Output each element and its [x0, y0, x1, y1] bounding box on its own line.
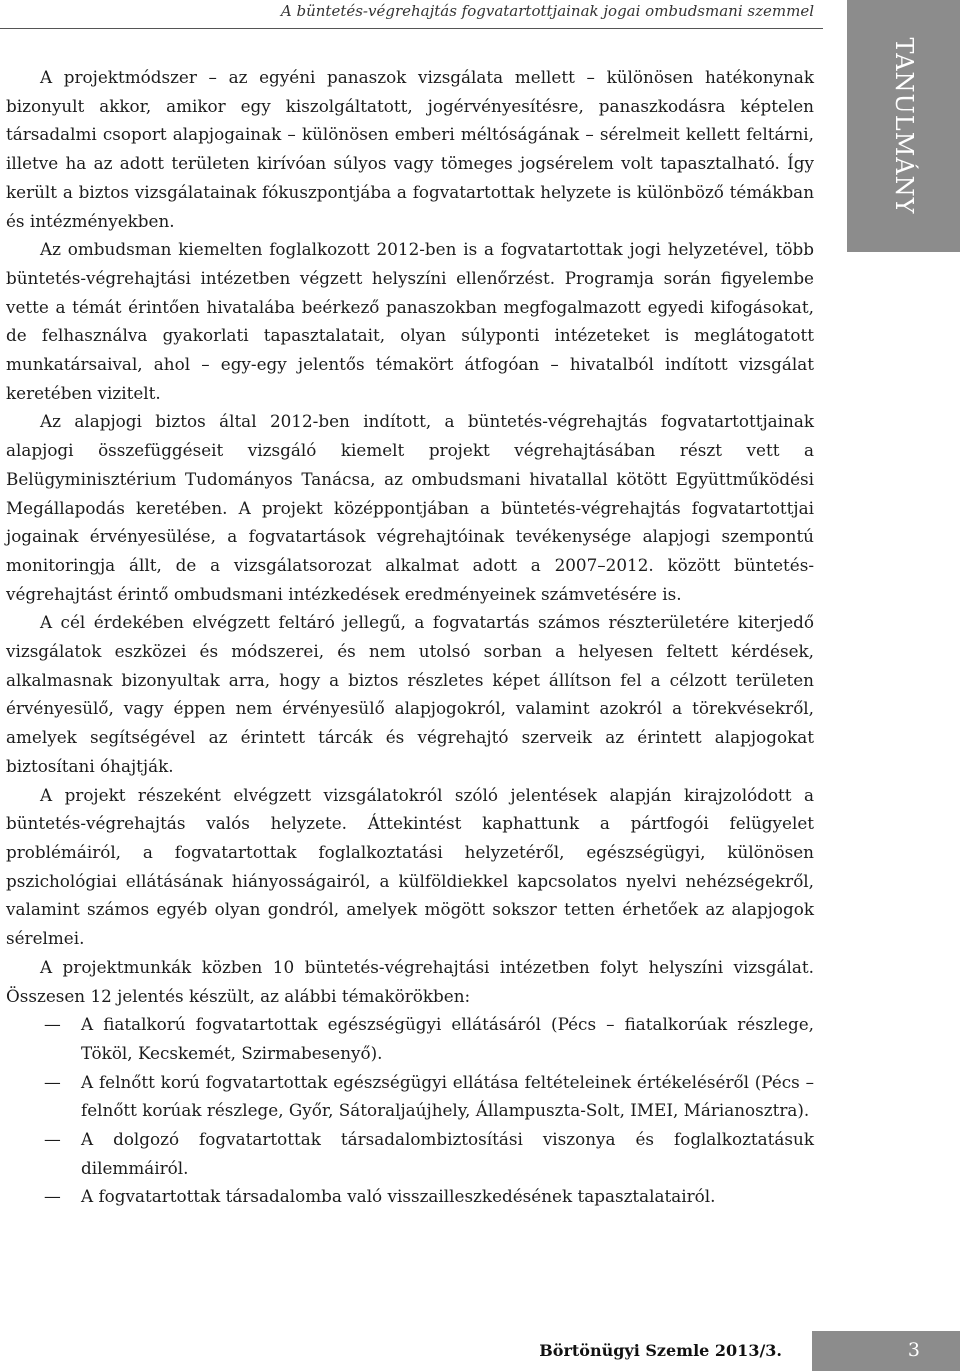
list-item-text: A fogvatartottak társadalomba való visszailleszkedésének tapasztalatairól.	[81, 1186, 716, 1207]
list-dash: —	[44, 1186, 61, 1207]
page-footer	[0, 1331, 960, 1371]
section-tab	[847, 0, 960, 252]
list-item-text: A felnőtt korú fogvatartottak egészségügyi ellátása feltételeinek értékeléséről (Pécs – felnőtt korúak részlege, Győr, Sátoraljaújhely, Állampuszta-Solt, IMEI, Márianosztra).	[81, 1071, 814, 1121]
paragraph: A projekt részeként elvégzett vizsgálatokról szóló jelentések alapján kirajzolódott a büntetés-végrehajtás valós helyzete. Áttekintést kaphattunk a pártfogói felügyelet problémáiról, a fogvatartottak foglalkoztatási helyzetéről, egészségügyi, különösen pszichológiai ellátásának hiányosságairól, a külföldiekkel kapcsolatos nyelvi nehézségekről, valamint számos egyéb olyan gondról, amelyek mögött sokszor tetten érhetőek az alapjogok sérelmei.	[6, 784, 814, 949]
list-item-text: A dolgozó fogvatartottak társadalombiztosítási viszonya és foglalkoztatásuk dilemmáiról.	[81, 1129, 814, 1178]
list-item	[6, 1010, 814, 1067]
list-item	[6, 1068, 814, 1125]
list-item	[6, 1182, 814, 1211]
paragraph: Az alapjogi biztos által 2012-ben indított, a büntetés-végrehajtás fogvatartottjainak alapjogi összefüggéseit vizsgáló kiemelt projekt végrehajtásában részt vett a Belügyminisztérium Tudományos Tanácsa, az ombudsmani hivatallal kötött Együttműködési Megállapodás keretében. A projekt középpontjában a büntetés-végrehajtás fogvatartottjai jogainak érvényesülése, a fogvatartások végrehajtóinak tevékenysége alapjogi szempontú monitoringja állt, de a vizsgálatsorozat alkalmat adott a 2007–2012. között büntetés-végrehajtást érintő ombudsmani intézkedések eredményeinek számvetésére is.	[6, 411, 814, 604]
header-rule	[0, 28, 823, 29]
journal-title: Börtönügyi Szemle 2013/3.	[539, 1341, 782, 1360]
topic-list	[6, 1010, 814, 1211]
page-number: 3	[907, 1339, 920, 1361]
list-item	[6, 1125, 814, 1182]
paragraph: A projektmunkák közben 10 büntetés-végrehajtási intézetben folyt helyszíni vizsgálat. Összesen 12 jelentés készült, az alábbi témakörökben:	[6, 956, 814, 1006]
list-dash: —	[44, 1129, 61, 1150]
section-tab-label: TANULMÁNY	[889, 37, 918, 215]
list-item-text: A fiatalkorú fogvatartottak egészségügyi ellátásáról (Pécs – fiatalkorúak részlege, Tököl, Kecskemét, Szirmabesenyő).	[81, 1014, 814, 1063]
paragraph: Az ombudsman kiemelten foglalkozott 2012-ben is a fogvatartottak jogi helyzetével, több büntetés-végrehajtási intézetben végzett helyszíni ellenőrzést. Programja során figyelembe vette a témát érintően hivatalába beérkező panaszokban megfogalmazott egyedi kifogásokat, de felhasználva gyakorlati tapasztalatait, olyan súlyponti intézeteket is meglátogatott munkatársaival, ahol – egy-egy jelentős témakört átfogóan – hivatalból indított vizsgálat keretében vizitelt.	[6, 239, 814, 403]
page-number-box	[812, 1331, 960, 1371]
list-dash: —	[44, 1071, 61, 1092]
list-dash: —	[44, 1014, 61, 1035]
running-header: A büntetés-végrehajtás fogvatartottjainak jogai ombudsmani szemmel	[280, 2, 814, 20]
paragraph: A cél érdekében elvégzett feltáró jellegű, a fogvatartás számos részterületére kiterjedő vizsgálatok eszközei és módszerei, és nem utolsó sorban a helyesen feltett kérdések, alkalmasnak bizonyultak arra, hogy a biztos részletes képet állítson fel a célzott területen érvényesülő, vagy éppen nem érvényesülő alapjogokról, valamint azokról a törekvésekről, amelyek segítségével az érintett tárcák és végrehajtó szerveik az érintett alapjogokat biztosítani óhajtják.	[6, 612, 814, 776]
article-body	[6, 63, 814, 1211]
paragraph: A projektmódszer – az egyéni panaszok vizsgálata mellett – különösen hatékonynak bizonyult akkor, amikor egy kiszolgáltatott, jogérvényesítésre, panaszkodásra képtelen társadalmi csoport alapjogainak – különösen emberi méltóságának – sérelmeit kellett feltárni, illetve ha az adott területen kirívóan súlyos vagy tömeges jogsérelem volt tapasztalható. Így került a biztos vizsgálatainak fókuszpontjába a fogvatartottak helyzete is különböző témákban és intézményekben.	[6, 67, 814, 231]
